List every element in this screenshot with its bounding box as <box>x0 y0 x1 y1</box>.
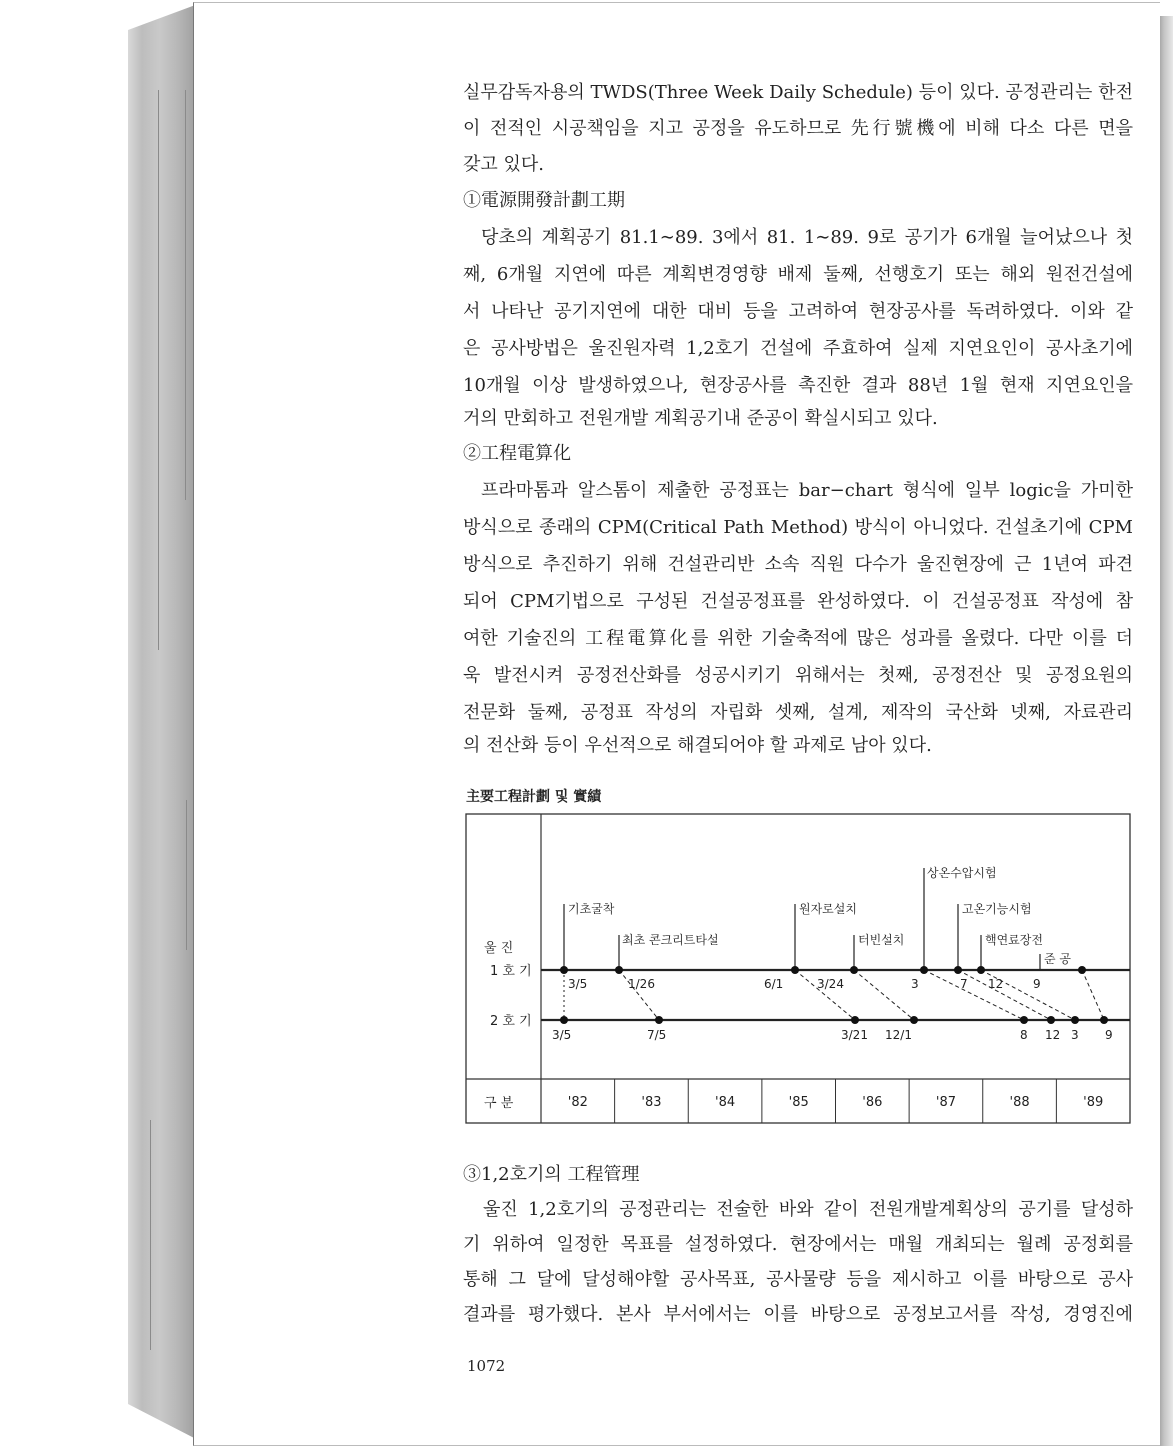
unit1-date-label: 12 <box>988 977 1004 991</box>
book-spine <box>128 4 198 1440</box>
unit2-date-label: 7/5 <box>647 1028 667 1042</box>
year-tick-label: '83 <box>641 1095 662 1110</box>
page-number: 1072 <box>467 1357 506 1375</box>
milestone-label: 준 공 <box>1044 952 1071 966</box>
section-heading: ③1,2호기의 工程管理 <box>463 1164 640 1185</box>
unit2-date-label: 3/21 <box>841 1028 868 1042</box>
year-tick-label: '87 <box>935 1095 956 1110</box>
unit1-date-label: 3/24 <box>817 977 844 991</box>
unit1-point <box>954 966 962 974</box>
unit1-point <box>560 966 568 974</box>
text-line: 전문화 둘째, 공정표 작성의 자립화 셋째, 설계, 제작의 국산화 넷째, 자료관리 <box>463 702 1133 723</box>
unit2-date-label: 3 <box>1071 1028 1079 1042</box>
unit1-label: 1 호 기 <box>490 964 532 979</box>
year-tick-label: '86 <box>862 1095 883 1110</box>
year-tick-label: '88 <box>1009 1095 1030 1110</box>
milestone-label: 최초 콘크리트타설 <box>622 933 719 947</box>
unit2-point <box>1047 1016 1055 1024</box>
text-line: 10개월 이상 발생하였으나, 현장공사를 촉진한 결과 88년 1월 현재 지연요인을 <box>463 375 1133 396</box>
unit-connector <box>854 970 914 1020</box>
text-line: 통해 그 달에 달성해야할 공사목표, 공사물량 등을 제시하고 이를 바탕으로 공사 <box>463 1269 1133 1290</box>
unit1-point <box>850 966 858 974</box>
unit2-point <box>1071 1016 1079 1024</box>
unit2-date-label: 12/1 <box>885 1028 912 1042</box>
unit1-date-label: 3/5 <box>568 977 588 991</box>
unit1-date-label: 6/1 <box>764 977 784 991</box>
year-tick-label: '85 <box>788 1095 809 1110</box>
spine-mark <box>158 90 159 650</box>
section-heading: ②工程電算化 <box>463 443 571 464</box>
milestone-label: 터빈설치 <box>858 933 905 947</box>
text-line: 은 공사방법은 울진원자력 1,2호기 건설에 주효하여 실제 지연요인이 공사초기에 <box>463 338 1133 359</box>
unit1-point <box>920 966 928 974</box>
text-line: 되어 CPM기법으로 구성된 건설공정표를 완성하였다. 이 건설공정표 작성에 참 <box>463 591 1133 612</box>
year-tick-label: '89 <box>1083 1095 1104 1110</box>
spine-mark <box>150 1120 151 1350</box>
unit2-point <box>560 1016 568 1024</box>
text-line: 여한 기술진의 工程電算化를 위한 기술축적에 많은 성과를 올렸다. 다만 이를 더 <box>463 628 1133 649</box>
milestone-label: 상온수압시험 <box>927 866 997 880</box>
unit2-date-label: 8 <box>1020 1028 1028 1042</box>
unit2-date-label: 12 <box>1045 1028 1061 1042</box>
text-line: 프라마톰과 알스톰이 제출한 공정표는 bar−chart 형식에 일부 logic을 가미한 <box>481 480 1133 501</box>
spine-mark <box>185 90 186 500</box>
text-line: 방식으로 추진하기 위해 건설관리반 소속 직원 다수가 울진현장에 근 1년여 파견 <box>463 554 1133 575</box>
text-line: 서 나타난 공기지연에 대한 대비 등을 고려하여 현장공사를 독려하였다. 이와 같 <box>463 301 1133 322</box>
chart-title: 主要工程計劃 및 實績 <box>466 789 602 805</box>
section-heading: ①電源開發計劃工期 <box>463 190 625 211</box>
unit1-date-label: 7 <box>960 977 968 991</box>
text-line: 의 전산화 등이 우선적으로 해결되어야 할 과제로 남아 있다. <box>463 735 932 756</box>
page-edge-shadow <box>1158 16 1173 1446</box>
text-line: 이 전적인 시공책임을 지고 공정을 유도하므로 先行號機에 비해 다소 다른 면을 <box>463 118 1133 139</box>
unit2-date-label: 3/5 <box>552 1028 572 1042</box>
unit2-point <box>655 1016 663 1024</box>
unit1-date-label: 9 <box>1033 977 1041 991</box>
unit1-point <box>615 966 623 974</box>
unit-connector <box>924 970 1024 1020</box>
text-line: 당초의 계획공기 81.1∼89. 3에서 81. 1∼89. 9로 공기가 6개월 늘어났으나 첫 <box>481 227 1133 248</box>
unit1-date-label: 1/26 <box>628 977 655 991</box>
year-tick-label: '82 <box>567 1095 588 1110</box>
year-tick-label: '84 <box>715 1095 736 1110</box>
text-line: 욱 발전시켜 공정전산화를 성공시키기 위해서는 첫째, 공정전산 및 공정요원의 <box>463 665 1133 686</box>
unit1-date-label: 3 <box>911 977 919 991</box>
text-line: 방식으로 종래의 CPM(Critical Path Method) 방식이 아니었다. 건설초기에 CPM <box>463 517 1133 538</box>
unit1-point <box>977 966 985 974</box>
text-line: 갖고 있다. <box>463 154 544 175</box>
text-line: 째, 6개월 지연에 따른 계획변경영향 배제 둘째, 선행호기 또는 해외 원전건설에 <box>463 264 1133 285</box>
axis-label: 구 분 <box>484 1096 514 1111</box>
milestone-label: 핵연료장전 <box>985 933 1043 947</box>
unit2-label: 2 호 기 <box>490 1014 532 1029</box>
text-line: 거의 만회하고 전원개발 계획공기내 준공이 확실시되고 있다. <box>463 408 938 429</box>
unit2-date-label: 9 <box>1105 1028 1113 1042</box>
unit1-point <box>791 966 799 974</box>
row-header-label: 울 진 <box>484 941 514 956</box>
unit2-point <box>1100 1016 1108 1024</box>
milestone-label: 기초굴착 <box>568 902 615 916</box>
text-line: 결과를 평가했다. 본사 부서에서는 이를 바탕으로 공정보고서를 작성, 경영진에 <box>463 1304 1133 1325</box>
milestone-label: 고온기능시험 <box>962 902 1032 916</box>
spine-mark <box>186 800 187 950</box>
milestone-chart <box>460 808 1135 1128</box>
text-line: 기 위하여 일정한 목표를 설정하였다. 현장에서는 매월 개최되는 월례 공정회를 <box>463 1234 1133 1255</box>
unit2-point <box>910 1016 918 1024</box>
unit2-point <box>851 1016 859 1024</box>
unit2-point <box>1020 1016 1028 1024</box>
milestone-label: 원자로설치 <box>799 902 857 916</box>
text-line: 울진 1,2호기의 공정관리는 전술한 바와 같이 전원개발계획상의 공기를 달성하 <box>483 1199 1133 1220</box>
unit1-point <box>1078 966 1086 974</box>
unit-connector <box>1082 970 1104 1020</box>
text-line: 실무감독자용의 TWDS(Three Week Daily Schedule) 등이 있다. 공정관리는 한전 <box>463 82 1133 103</box>
